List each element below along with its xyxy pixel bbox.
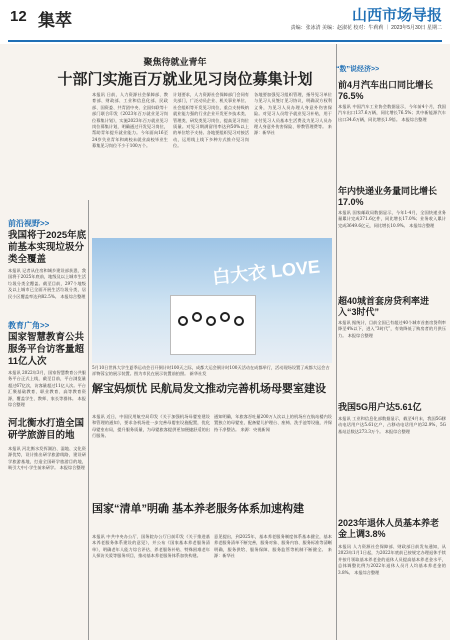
right-body-4: 本报讯 工业和信息化部数据显示，截至4月末，我国5G移动电话用户达5.61亿户，占移动电话用户的32.9%，5G基站总数达273.3万个。 本报综合整理 xyxy=(338,416,446,434)
page-number: 12 xyxy=(10,8,27,25)
left-body-1: 本报讯 记者从住房和城乡建设部获悉，我国将于2025年底前，地级及以上城市生活垃圾分类全覆盖。截至目前，297个地级及以上城市已全面开展生活垃圾分类，居民小区覆盖率达到82.5%。 本报综合整理 xyxy=(8,268,86,299)
left-headline-1: 我国将于2025年底前基本实现垃圾分类全覆盖 xyxy=(8,230,87,265)
lead-kicker: 聚焦待就业青年 xyxy=(143,58,207,68)
right-headline-4: 我国5G用户达5.61亿 xyxy=(338,402,422,412)
left-tag-education: 教育广角>> xyxy=(8,321,50,330)
panda-figure xyxy=(192,312,202,322)
right-body-1: 本报讯 中国汽车工业协会数据显示，今年前4个月，我国汽车出口137.6万辆，同比增长76.5%；其中新能源汽车出口34.6万辆，同比增长1.9倍。 本报综合整理 xyxy=(338,104,446,122)
lead-column-1: 本报讯 日前，人力资源社会保障部、教育部、财政部、工业和信息化部、民政部、国资委、共青团中央、全国妇联等十部门联合印发《2023年百万就业见习岗位募集计划》，实施2023年百万就业见习岗位募集计划，明确通过开发见习岗位，帮助青年提升就业能力。今年面向16至24岁失业青年和离校未就业高校毕业生募集见习岗位不少于100万个。 xyxy=(92,92,168,149)
mid-body-1b: 通知明确，年旅客吞吐量200万人次以上的机场应在航站楼内设置独立的母婴室，配备婴儿护理台、座椅、洗手池等设施，并保持干净整洁。 来源：央视新闻 xyxy=(214,414,332,432)
mid-body-2: 本报讯 中共中央办公厅、国务院办公厅日前印发《关于推进基本养老服务体系建设的意见》，并公布《国家基本养老服务清单》，明确老年人能力综合评估、养老服务补贴、特殊困难老年人探访关爱等服务项目，推动基本养老服务体系加快构建。 xyxy=(92,534,210,559)
panda-figure xyxy=(234,316,244,326)
dateline: 责编：张冰清 美编：赵淑花 校对：牛莉莉 ｜ 2023年5月30日 星期二 xyxy=(290,25,442,31)
right-headline-5: 2023年退休人员基本养老金上调3.8% xyxy=(338,518,440,539)
panda-figure xyxy=(220,312,230,322)
lead-column-3: 各地要加强见习组织管理，指导见习单位与见习人员签订见习协议，明确双方权利义务，为见习人员办理人身意外伤害保险。对见习人员给予就业见习补贴，用于支付见习人员基本生活费及为见习人员办理人身意外伤害保险、带教管理费等。 来源：新华社 xyxy=(254,92,332,136)
photo-sign-text: 白大衣 LOVE xyxy=(211,256,321,288)
page-header xyxy=(0,0,450,44)
right-headline-1: 前4月汽车出口同比增长76.5% xyxy=(338,80,434,101)
masthead: 山西市场导报 xyxy=(351,7,442,24)
right-headline-3: 超40城首套房贷利率进入“3时代” xyxy=(338,296,430,317)
mid-headline-1: 解宝妈烦忧 民航局发文推动完善机场母婴室建设 xyxy=(92,383,327,395)
mid-body-1: 本报讯 近日，中国民用航空局印发《关于加强机场母婴室建设和管理的通知》，要求各机场进一步完善母婴室设施配置，优化母婴室布局，提升服务质量，为母婴旅客提供更加便捷舒适的出行服务。 xyxy=(92,414,210,439)
column-divider xyxy=(88,200,89,640)
panda-figure xyxy=(178,316,188,326)
section-title: 集萃 xyxy=(38,11,72,30)
left-headline-2: 国家智慧教育公共服务平台访客量超11亿人次 xyxy=(8,332,85,367)
photo-caption: 5月10日世界大学生夏季运动会召开倒计时100天之际，成都大运会倒计时100天活动在成都举行，活动现场设置了成都大运会吉祥物蓉宝的展示装置。图为市民在展示装置前拍照。 新华社发 xyxy=(92,365,330,377)
left-headline-3: 河北衡水打造全国研学旅游目的地 xyxy=(8,418,85,441)
right-body-3: 本报讯 据统计，目前全国已有超过40个城市首套房贷利率降至4%以下，进入“3时代”，有效降低了购房者的月供压力。 本报综合整理 xyxy=(338,320,446,338)
right-tag-data: “数”说经济>> xyxy=(336,66,380,73)
left-tag-frontier: 前沿视野>> xyxy=(8,219,50,228)
panda-figure xyxy=(206,316,216,326)
header-rule xyxy=(8,40,442,42)
lead-column-2: 计划要求，人力资源社会保障部门会同有关部门，广泛动员企业、机关事业单位、社会组织等开发见习岗位，重点支持吸纳就业能力强的行业企业开发更多技术类、管理类、研发类见习岗位，提高见习岗位质量。对见习期满留用率达到50%以上的单位给予支持。各地要组织见习对接活动，运用线上线下多种方式推介见习岗位。 xyxy=(173,92,249,149)
left-body-3: 本报讯 河北衡水发挥湖泊、湿地、文化资源优势，设计推出研学旅游线路，建设研学旅游基地，打造全国研学旅游目的地，吸引大中小学生前来研学。 本报综合整理 xyxy=(8,446,86,471)
right-headline-2: 年内快递业务量同比增长17.0% xyxy=(338,186,438,207)
mid-body-2b: 意见提出，到2025年，基本养老服务制度体系基本健全，基本养老服务清单不断完善，服务对象、服务内容、服务标准等清晰明确，服务供给、服务保障、服务监管等机制不断健全。 来源：新华社 xyxy=(214,534,332,559)
right-body-5: 本报讯 人力资源社会保障部、财政部日前发布通知，从2023年1月1日起，为2022年底前已按规定办理退休手续并按月领取基本养老金的退休人员提高基本养老金水平，总体调整比例为2022年退休人员月人均基本养老金的3.8%。 本报综合整理 xyxy=(338,544,446,575)
lead-headline: 十部门实施百万就业见习岗位募集计划 xyxy=(57,71,313,88)
mid-headline-2: 国家“清单”明确 基本养老服务体系加速构建 xyxy=(92,503,305,515)
right-body-2: 本报讯 国家邮政局数据显示，今年1-4月，全国快递业务量累计完成371.6亿件，同比增长17.0%；业务收入累计完成3649.6亿元，同比增长10.9%。 本报综合整理 xyxy=(338,210,446,228)
left-body-2: 本报讯 2022年3月，国家智慧教育公共服务平台正式上线，截至目前，平台浏览量超过67亿次，访客量超过11亿人次。平台汇聚基础教育、职业教育、高等教育资源，覆盖学生、教师、家长等群体。 本报综合整理 xyxy=(8,370,86,408)
lead-photo xyxy=(92,238,332,363)
